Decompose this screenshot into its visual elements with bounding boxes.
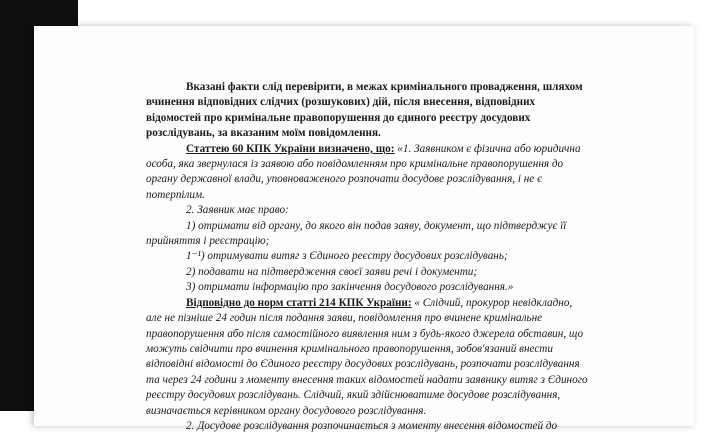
article-214-line: але не пізніше 24 годин після подання заяви, повідомлення про вчинене кримінальне	[146, 312, 543, 325]
article-60-right-item: прийняття і реєстрацію;	[146, 235, 270, 248]
article-60-heading: Статтею 60 КПК України визначено, що:	[186, 142, 395, 155]
intro-paragraph	[146, 80, 644, 142]
intro-line: вчинення відповідних слідчих (розшукових) дій, після внесення, відповідних	[146, 96, 536, 109]
article-60-right-item: 3) отримати інформацію про закінчення досудового розслідування.»	[186, 281, 514, 294]
article-214-heading: Відповідно до норм статті 214 КПК України:	[186, 296, 412, 309]
article-214-quote-start: « Слідчий, прокурор невідкладно,	[414, 296, 573, 309]
article-60-rights-title: 2. Заявник має право:	[186, 204, 289, 217]
document-body	[146, 80, 644, 434]
article-214-line: відповідні відомості до Єдиного реєстру досудових розслідувань, розпочати розслідування	[146, 358, 580, 371]
article-60-paragraph	[146, 142, 644, 204]
article-60-line: особа, яка звернулася із заявою або повідомленням про кримінальне правопорушення до	[146, 158, 564, 171]
article-60-right-item: 1⁻¹) отримувати витяг з Єдиного реєстру досудових розслідувань;	[186, 250, 508, 263]
article-214-line: та через 24 години з моменту внесення таких відомостей надати заявнику витяг з Єдиного	[146, 373, 588, 386]
article-214-line: визначається керівником органу досудового розслідування.	[146, 404, 427, 417]
intro-line: Вказані факти слід перевірити, в межах кримінального провадження, шляхом	[186, 81, 583, 93]
article-60-right-item: 2) подавати на підтвердження своєї заяви речі і документи;	[186, 265, 478, 278]
article-214-line: реєстру досудових розслідувань. Слідчий, який здійснюватиме досудове розслідування,	[146, 389, 561, 402]
article-60-right-item: 1) отримати від органу, до якого він подав заяву, документ, що підтверджує її	[186, 219, 567, 232]
intro-line: розслідувань, за вказаним моїм повідомлення.	[146, 127, 381, 140]
article-214-line: 2. Досудове розслідування розпочинається з моменту внесення відомостей до	[186, 419, 558, 432]
article-214-first-line	[146, 296, 644, 311]
article-60-rights	[146, 203, 644, 295]
article-60-first-line	[146, 142, 644, 157]
article-60-quote-start: «1. Заявником є фізична або юридична	[397, 142, 581, 155]
article-60-line: потерпілим.	[146, 188, 205, 201]
intro-line: відомостей про кримінальне правопорушення до єдиного реєстру досудових	[146, 111, 531, 124]
article-214-paragraph	[146, 296, 644, 434]
article-214-line: правопорушення або після самостійного виявлення ним з будь-якого джерела обставин, що	[146, 327, 584, 340]
article-60-line: органу державної влади, уповноваженого розпочати досудове розслідування, і не є	[146, 173, 542, 186]
article-214-line: можуть свідчити про вчинення кримінального правопорушення, зобов'язаний внести	[146, 342, 553, 355]
